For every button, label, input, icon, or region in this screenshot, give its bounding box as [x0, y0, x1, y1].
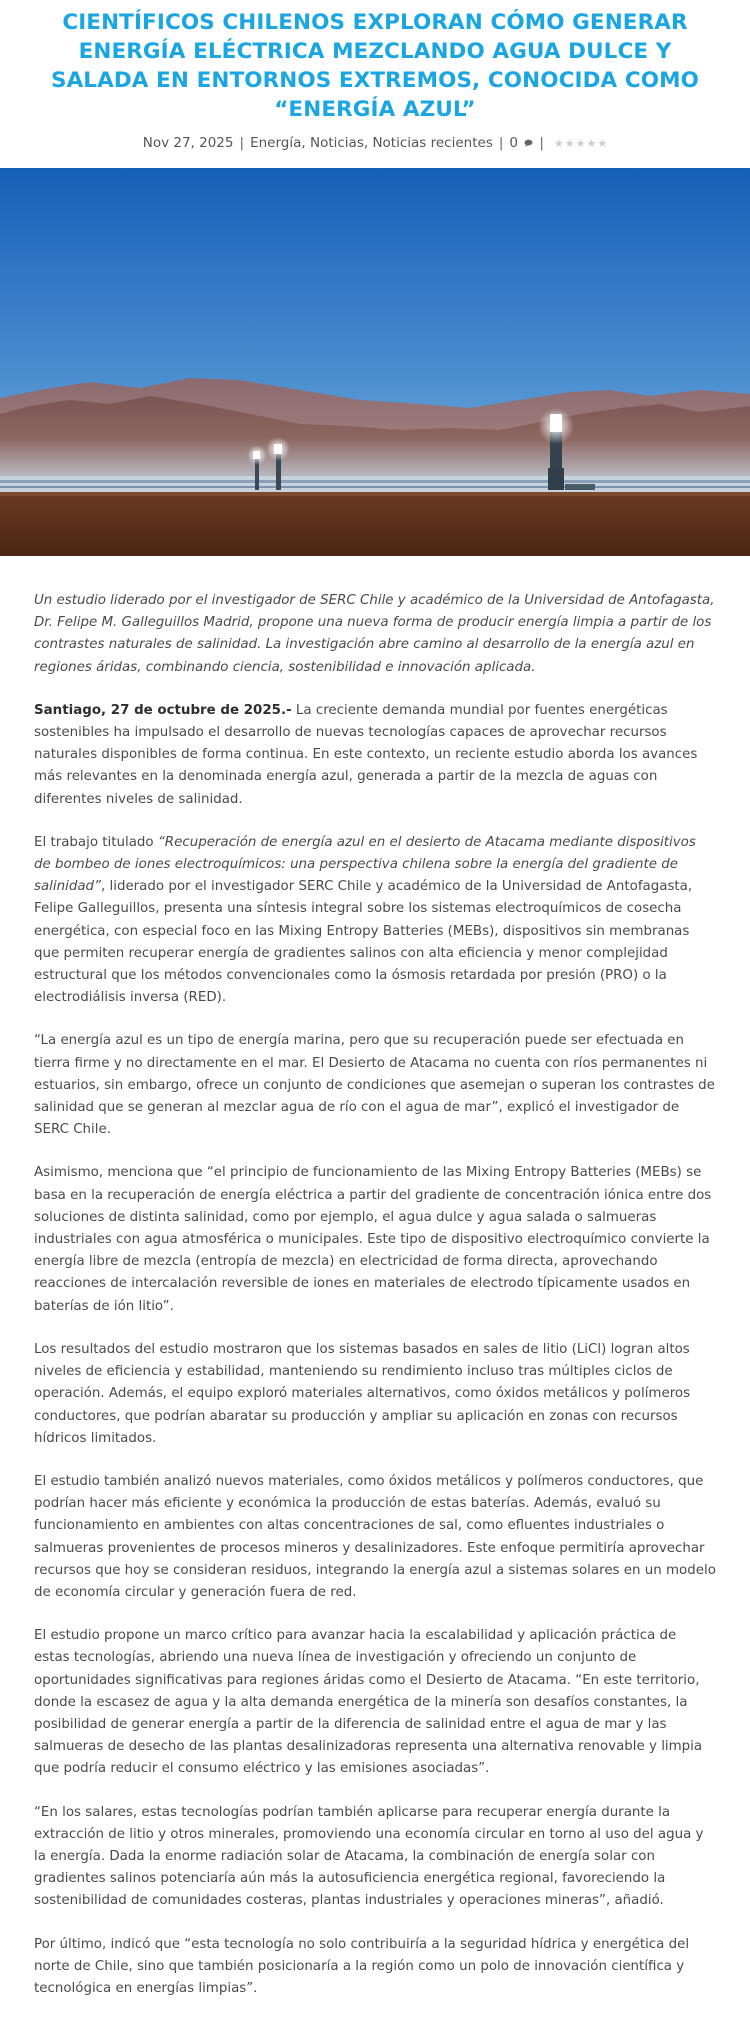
comments-link[interactable]	[509, 134, 533, 152]
comments-count: 0	[509, 135, 519, 151]
star-icon[interactable]: ★	[586, 136, 597, 150]
star-icon[interactable]: ★	[564, 136, 575, 150]
article-body	[34, 590, 716, 2021]
study-title: “Recuperación de energía azul en el desierto de Atacama mediante dispositivos de bombeo de iones electroquímicos: una perspectiva chilena sobre la energía del gradiente de salinidad”	[34, 834, 696, 895]
solar-towers-desert-photo	[0, 168, 750, 556]
comment-bubble-icon	[524, 139, 533, 147]
rating-stars	[554, 138, 607, 149]
star-icon[interactable]: ★	[597, 136, 608, 150]
paragraph-6: El estudio también analizó nuevos materiales, como óxidos metálicos y polímeros conductores, que podrían hacer más eficiente y económica la producción de estas baterías. Además, evaluó su funcionamiento en ambientes con altas concentraciones de sal, como efluentes industriales o salmueras provenientes de procesos mineros y desalinizadores. Este enfoque permitiría aprovechar recursos que hoy se consideran residuos, integrando la energía azul a sistemas solares en un modelo de economía circular y generación fuera de red.	[34, 1473, 716, 1600]
star-icon[interactable]: ★	[575, 136, 586, 150]
category-sep: ,	[363, 135, 373, 151]
paragraph-4: Asimismo, menciona que “el principio de funcionamiento de las Mixing Entropy Batteries (MEBs) se basa en la recuperación de energía eléctrica a partir del gradiente de concentración iónica entre dos soluciones de distinta salinidad, como por ejemplo, el agua dulce y agua salada o salmueras industriales con agua atmosférica o municipales. Este tipo de dispositivo electroquímico convierte la energía libre de mezcla (entropía de mezcla) en electricidad de forma directa, aprovechando reacciones de intercalación reversible de iones en materiales de electrodo típicamente usados en baterías de ión litio”.	[34, 1165, 712, 1314]
article-header	[0, 0, 750, 152]
article-title: CIENTÍFICOS CHILENOS EXPLORAN CÓMO GENERAR ENERGÍA ELÉCTRICA MEZCLANDO AGUA DULCE Y SALADA EN ENTORNOS EXTREMOS, CONOCIDA COMO “ENERGÍA AZUL”	[50, 10, 699, 122]
category-link-noticias[interactable]: Noticias	[309, 135, 364, 151]
paragraph-2-intro: El trabajo titulado	[34, 834, 158, 850]
article-lead: Un estudio liderado por el investigador de SERC Chile y académico de la Universidad de Antofagasta, Dr. Felipe M. Galleguillos Madrid, propone una nueva forma de producir energía limpia a partir de los contrastes naturales de salinidad. La investigación abre camino al desarrollo de la energía azul en regiones áridas, combinando ciencia, sostenibilidad e innovación aplicada.	[34, 593, 715, 675]
meta-separator: |	[239, 135, 245, 151]
post-meta	[28, 134, 722, 152]
post-date: Nov 27, 2025	[142, 135, 234, 151]
paragraph-1-text: La creciente demanda mundial por fuentes energéticas sostenibles ha impulsado el desarrollo de nuevas tecnologías capaces de aprovechar recursos naturales disponibles de forma continua. En este contexto, un reciente estudio aborda los avances más relevantes en la denominada energía azul, generada a partir de la mezcla de aguas con diferentes niveles de salinidad.	[34, 702, 698, 807]
paragraph-8: “En los salares, estas tecnologías podrían también aplicarse para recuperar energía durante la extracción de litio y otros minerales, promoviendo una economía circular en torno al uso del agua y la energía. Dada la enorme radiación solar de Atacama, la combinación de energía solar con gradientes salinos potenciaría aún más la autosuficiencia energética regional, favoreciendo la sostenibilidad de comunidades costeras, plantas industriales y operaciones mineras”, añadió.	[34, 1804, 704, 1909]
paragraph-1	[34, 700, 716, 811]
meta-separator: |	[498, 135, 504, 151]
paragraph-5: Los resultados del estudio mostraron que los sistemas basados en sales de litio (LiCl) logran altos niveles de eficiencia y estabilidad, manteniendo su rendimiento incluso tras múltiples ciclos de operación. Además, el equipo exploró materiales alternativos, como óxidos metálicos y polímeros conductores, que podrían abaratar su producción y ampliar su aplicación en zonas con recursos hídricos limitados.	[34, 1341, 691, 1446]
category-link-energia[interactable]: Energía	[250, 135, 302, 151]
category-sep: ,	[301, 135, 310, 151]
paragraph-2-text: , liderado por el investigador SERC Chile y académico de la Universidad de Antofagasta, Felipe Galleguillos, presenta una síntesis integral sobre los sistemas electroquímicos de cosecha energética, con especial foco en las Mixing Entropy Batteries (MEBs), dispositivos sin membranas que permiten recuperar energía de gradientes salinos con alta eficiencia y menor complejidad estructural que los métodos convencionales como la ósmosis retardada por presión (PRO) o la electrodiálisis inversa (RED).	[34, 879, 693, 1006]
category-link-noticias-recientes[interactable]: Noticias recientes	[372, 135, 493, 151]
hero-image	[0, 168, 750, 556]
paragraph-2	[34, 832, 716, 1010]
meta-separator: |	[539, 135, 544, 151]
paragraph-9: Por último, indicó que “esta tecnología no solo contribuiría a la seguridad hídrica y energética del norte de Chile, sino que también posicionaría a la región como un polo de innovación científica y tecnológica en energías limpias”.	[34, 1936, 690, 1996]
star-icon[interactable]: ★	[553, 136, 564, 150]
paragraph-3: “La energía azul es un tipo de energía marina, pero que su recuperación puede ser efectuada en tierra firme y no directamente en el mar. El Desierto de Atacama no cuenta con ríos permanentes ni estuarios, sin embargo, ofrece un conjunto de condiciones que asemejan o superan los contrastes de salinidad que se generan al mezclar agua de río con el agua de mar”, explicó el investigador de SERC Chile.	[34, 1033, 715, 1138]
paragraph-7: El estudio propone un marco crítico para avanzar hacia la escalabilidad y aplicación práctica de estas tecnologías, abriendo una nueva línea de investigación y ofreciendo un conjunto de oportunidades significativas para regiones áridas como el Desierto de Atacama. “En este territorio, donde la escasez de agua y la alta demanda energética de la minería son desafíos constantes, la posibilidad de generar energía a partir de la diferencia de salinidad entre el agua de mar y las salmueras de desecho de las plantas desalinizadoras representa una alternativa renovable y limpia que podría reducir el consumo eléctrico y las emisiones asociadas”.	[34, 1628, 703, 1777]
dateline: Santiago, 27 de octubre de 2025.-	[34, 702, 292, 718]
